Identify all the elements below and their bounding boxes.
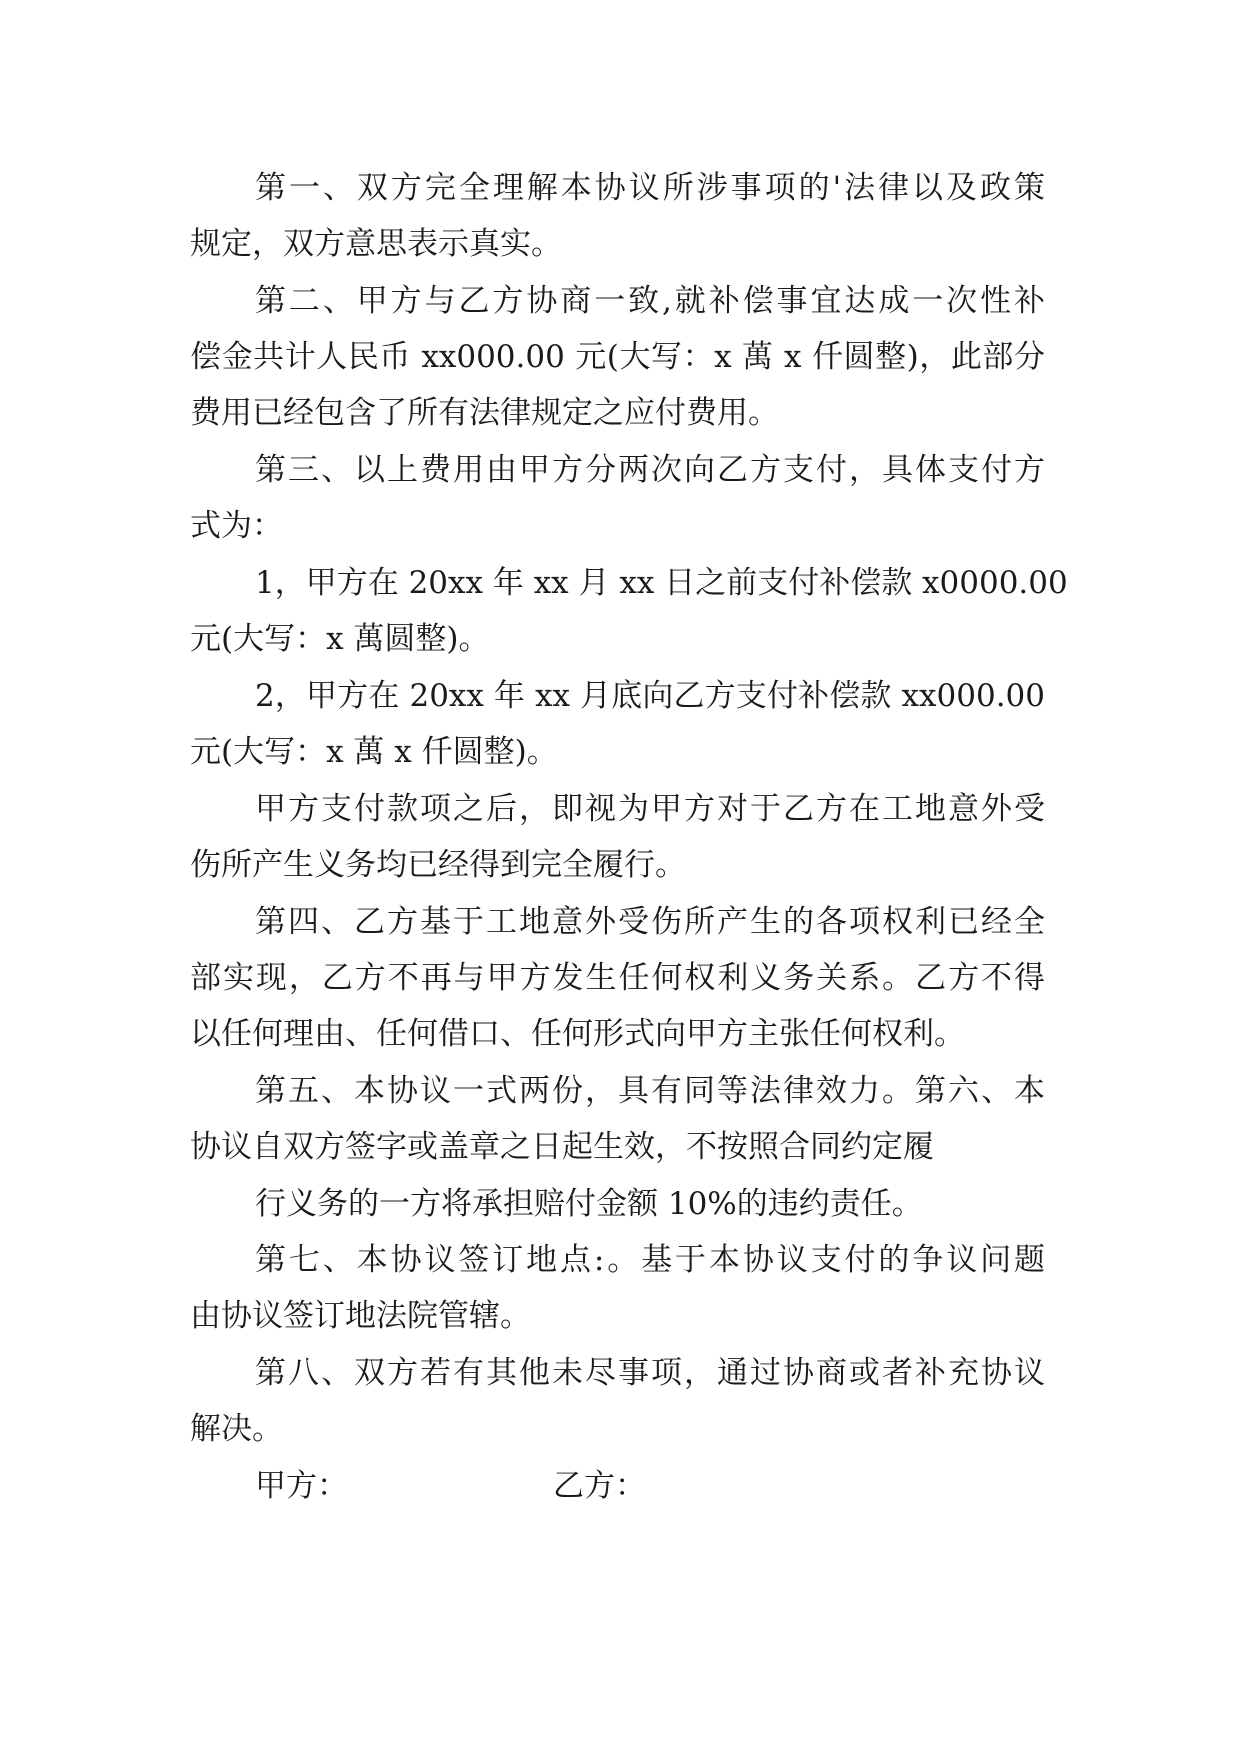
clause-7-line-2: 由协议签订地法院管辖。: [190, 1298, 531, 1334]
party-a-signature-label: 甲方：: [255, 1468, 348, 1504]
clause-1-line-1: 第一、双方完全理解本协议所涉事项的'法律以及政策: [255, 170, 1045, 206]
payment-1-line-2: 元(大写：x 萬圆整)。: [190, 621, 490, 657]
clause-5-line-1: 第五、本协议一式两份，具有同等法律效力。第六、本: [255, 1073, 1045, 1109]
payment-1-line-1: 1，甲方在 20xx 年 xx 月 xx 日之前支付补偿款 x0000.00: [255, 565, 1068, 601]
clause-1-line-2: 规定，双方意思表示真实。: [190, 226, 562, 262]
clause-3-line-2: 式为：: [190, 508, 283, 544]
fulfillment-line-2: 伤所产生义务均已经得到完全履行。: [190, 847, 686, 883]
clause-3-line-1: 第三、以上费用由甲方分两次向乙方支付，具体支付方: [255, 452, 1045, 488]
clause-8-line-2: 解决。: [190, 1411, 283, 1447]
party-b-signature-label: 乙方：: [553, 1468, 646, 1504]
clause-5-line-2: 协议自双方签字或盖章之日起生效，不按照合同约定履: [190, 1129, 934, 1165]
fulfillment-line-1: 甲方支付款项之后，即视为甲方对于乙方在工地意外受: [255, 791, 1045, 827]
clause-4-line-2: 部实现，乙方不再与甲方发生任何权利义务关系。乙方不得: [190, 960, 1045, 996]
payment-2-line-1: 2，甲方在 20xx 年 xx 月底向乙方支付补偿款 xx000.00: [255, 678, 1045, 714]
clause-2-line-3: 费用已经包含了所有法律规定之应付费用。: [190, 395, 779, 431]
clause-2-line-1: 第二、甲方与乙方协商一致,就补偿事宜达成一次性补: [255, 283, 1045, 319]
clause-2-line-2: 偿金共计人民币 xx000.00 元(大写：x 萬 x 仟圆整)，此部分: [190, 339, 1045, 375]
clause-5-line-3: 行义务的一方将承担赔付金额 10%的违约责任。: [255, 1186, 923, 1222]
clause-4-line-1: 第四、乙方基于工地意外受伤所产生的各项权利已经全: [255, 904, 1045, 940]
clause-8-line-1: 第八、双方若有其他未尽事项，通过协商或者补充协议: [255, 1355, 1045, 1391]
clause-4-line-3: 以任何理由、任何借口、任何形式向甲方主张任何权利。: [190, 1016, 965, 1052]
payment-2-line-2: 元(大写：x 萬 x 仟圆整)。: [190, 734, 558, 770]
clause-7-line-1: 第七、本协议签订地点:。基于本协议支付的争议问题: [255, 1242, 1045, 1278]
